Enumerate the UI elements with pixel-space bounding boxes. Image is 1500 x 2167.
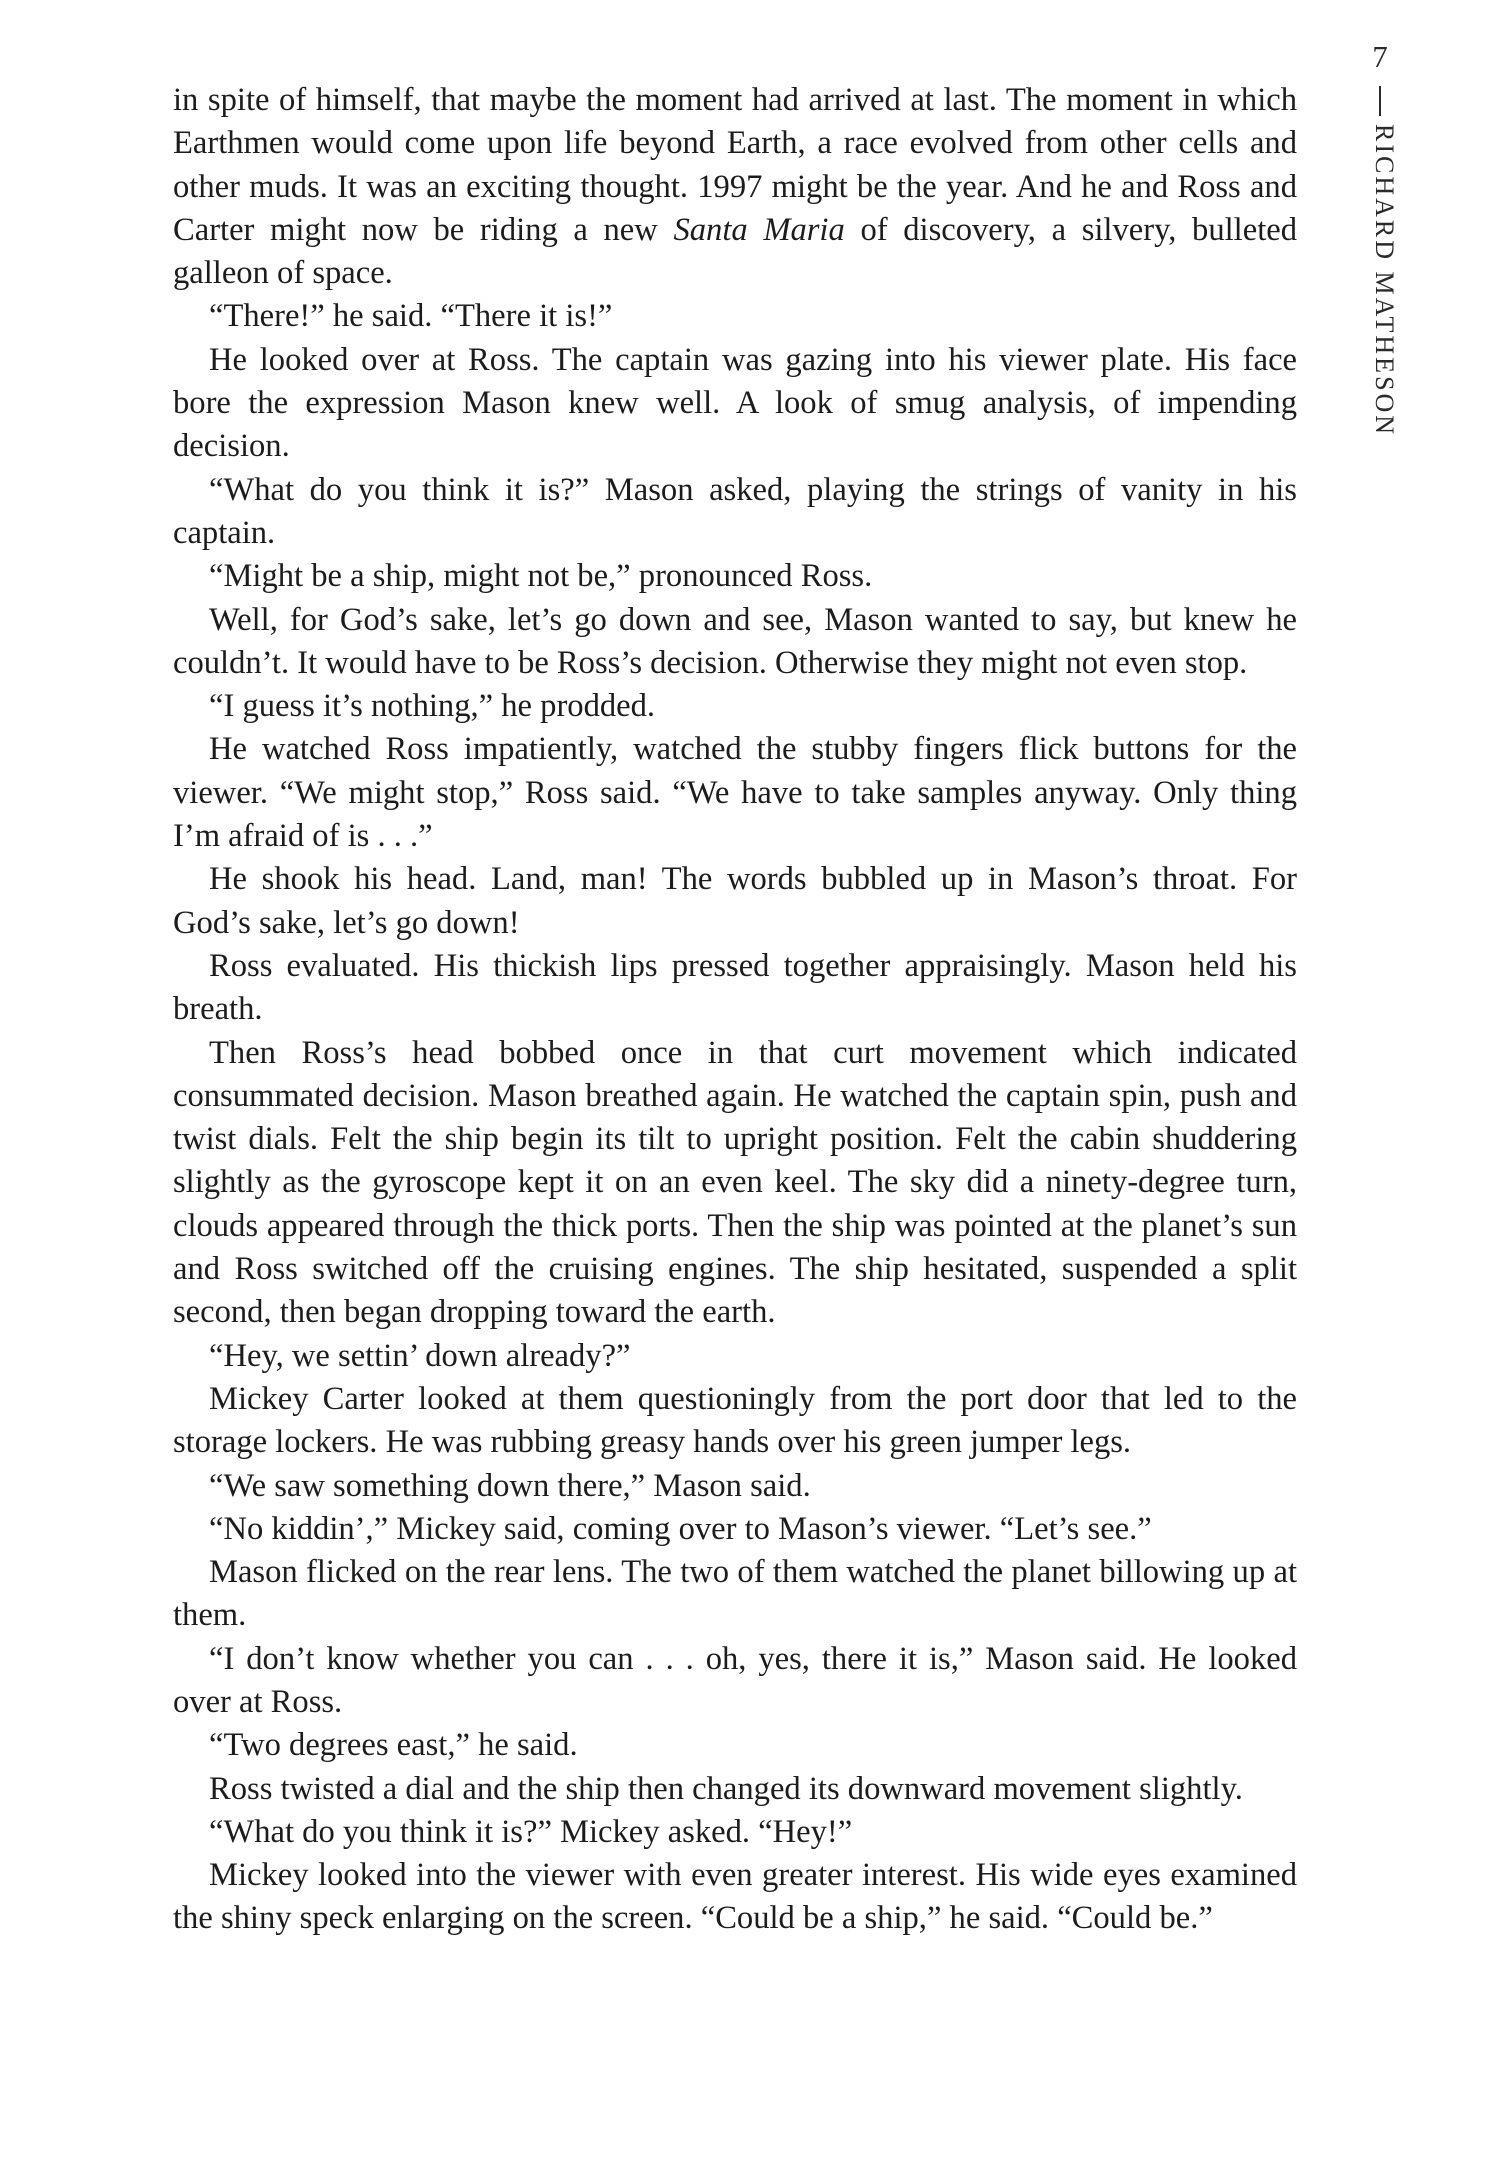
paragraph: “We saw something down there,” Mason said. [209, 1467, 811, 1504]
running-head [1352, 39, 1408, 438]
ship-name-italic: Santa Maria [673, 211, 845, 248]
paragraph: Ross twisted a dial and the ship then changed its downward movement slightly. [209, 1770, 1243, 1807]
page-number: 7 [1372, 39, 1388, 74]
paragraph: “What do you think it is?” Mason asked, playing the strings of vanity in his captain. [173, 471, 1297, 551]
paragraph: Mickey Carter looked at them questioningly from the port door that led to the storage lockers. He was rubbing greasy hands over his green jumper legs. [173, 1380, 1297, 1461]
paragraph: “What do you think it is?” Mickey asked. “Hey!” [209, 1813, 853, 1850]
paragraph: “Might be a ship, might not be,” pronounced Ross. [209, 558, 873, 595]
paragraph: Well, for God’s sake, let’s go down and see, Mason wanted to say, but knew he couldn’t. It would have to be Ross’s decision. Otherwise they might not even stop. [173, 601, 1297, 681]
paragraph: Mason flicked on the rear lens. The two of them watched the planet billowing up at them. [173, 1554, 1297, 1634]
paragraph: He shook his head. Land, man! The words bubbled up in Mason’s throat. For God’s sake, let’s go down! [173, 861, 1297, 941]
paragraph: “Two degrees east,” he said. [209, 1727, 578, 1764]
header-divider [1379, 86, 1381, 116]
paragraph-text: of discovery, a silvery, bulleted galleon of space. [173, 211, 1297, 292]
paragraph: He watched Ross impatiently, watched the stubby fingers flick buttons for the viewer. “We might stop,” Ross said. “We have to take samples anyway. Only thing I’m afraid of is . . .” [173, 731, 1297, 855]
body-text [173, 79, 1297, 1941]
paragraph: “I guess it’s nothing,” he prodded. [209, 688, 656, 725]
paragraph-text: in spite of himself, that maybe the moment had arrived at last. The moment in which Earthmen would come upon life beyond Earth, a race evolved from other cells and other muds. It was an exciting thought. 1997 might be the year. And he and Ross and Carter might now be riding a new [173, 82, 1297, 248]
paragraph: Then Ross’s head bobbed once in that curt movement which indicated consummated decision. Mason breathed again. He watched the captain spin, push and twist dials. Felt the ship begin its tilt to upright position. Felt the cabin shuddering slightly as the gyroscope kept it on an even keel. The sky did a ninety-degree turn, clouds appeared through the thick ports. Then the ship was pointed at the planet’s sun and Ross switched off the cruising engines. The ship hesitated, suspended a split second, then began dropping toward the earth. [173, 1034, 1297, 1331]
paragraph [173, 79, 1297, 295]
paragraph: Mickey looked into the viewer with even greater interest. His wide eyes examined the shiny speck enlarging on the screen. “Could be a ship,” he said. “Could be.” [173, 1857, 1297, 1937]
paragraph: “Hey, we settin’ down already?” [209, 1337, 631, 1374]
paragraph: He looked over at Ross. The captain was gazing into his viewer plate. His face bore the expression Mason knew well. A look of smug analysis, of impending decision. [173, 341, 1297, 465]
paragraph: “I don’t know whether you can . . . oh, yes, there it is,” Mason said. He looked over at Ross. [173, 1640, 1297, 1720]
paragraph: “No kiddin’,” Mickey said, coming over to Mason’s viewer. “Let’s see.” [209, 1510, 1152, 1547]
paragraph: Ross evaluated. His thickish lips pressed together appraisingly. Mason held his breath. [173, 947, 1297, 1028]
paragraph: “There!” he said. “There it is!” [209, 298, 613, 335]
running-head-author: RICHARD MATHESON [1370, 124, 1399, 438]
